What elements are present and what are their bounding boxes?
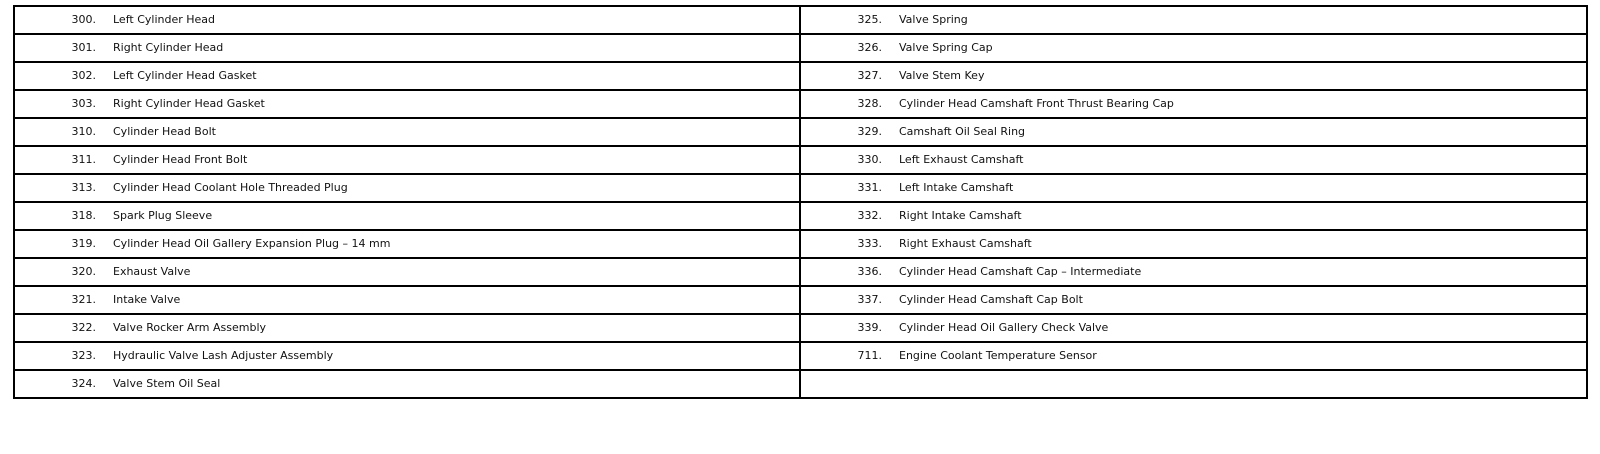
legend-cell-left <box>14 230 800 258</box>
table-row <box>14 342 1587 370</box>
part-label: Right Intake Camshaft <box>899 209 1022 222</box>
part-label: Cylinder Head Bolt <box>113 125 216 138</box>
part-label: Right Cylinder Head Gasket <box>113 97 265 110</box>
part-number: 300. <box>71 13 96 26</box>
table-row <box>14 174 1587 202</box>
part-label: Right Cylinder Head <box>113 41 224 54</box>
part-number: 325. <box>857 13 882 26</box>
table-row <box>14 314 1587 342</box>
part-number: 339. <box>857 321 882 334</box>
part-number: 332. <box>857 209 882 222</box>
part-label: Cylinder Head Camshaft Front Thrust Bearing Cap <box>899 97 1174 110</box>
legend-cell-left <box>14 174 800 202</box>
part-number: 333. <box>857 237 882 250</box>
parts-legend-table <box>13 5 1588 399</box>
legend-cell-right <box>800 90 1587 118</box>
part-number: 319. <box>71 237 96 250</box>
part-label: Left Intake Camshaft <box>899 181 1014 194</box>
part-label: Valve Spring Cap <box>899 41 993 54</box>
legend-cell-right <box>800 342 1587 370</box>
table-row <box>14 202 1587 230</box>
table-row <box>14 370 1587 398</box>
part-label: Cylinder Head Front Bolt <box>113 153 248 166</box>
legend-cell-left <box>14 286 800 314</box>
part-label: Cylinder Head Coolant Hole Threaded Plug <box>113 181 348 194</box>
part-number: 310. <box>71 125 96 138</box>
part-label: Camshaft Oil Seal Ring <box>899 125 1026 138</box>
legend-cell-right <box>800 370 1587 398</box>
part-label: Valve Stem Key <box>899 69 985 82</box>
part-label: Left Cylinder Head <box>113 13 215 26</box>
legend-cell-left <box>14 146 800 174</box>
table-row <box>14 118 1587 146</box>
part-number: 322. <box>71 321 96 334</box>
legend-cell-left <box>14 370 800 398</box>
part-label: Cylinder Head Oil Gallery Expansion Plug – 14 mm <box>113 237 391 250</box>
part-number: 323. <box>71 349 96 362</box>
table-row <box>14 62 1587 90</box>
legend-cell-right <box>800 118 1587 146</box>
table-row <box>14 34 1587 62</box>
part-number: 320. <box>71 265 96 278</box>
legend-cell-left <box>14 314 800 342</box>
legend-cell-right <box>800 286 1587 314</box>
part-label: Exhaust Valve <box>113 265 191 278</box>
table-row <box>14 6 1587 34</box>
legend-cell-left <box>14 62 800 90</box>
legend-cell-right <box>800 34 1587 62</box>
part-label: Engine Coolant Temperature Sensor <box>899 349 1097 362</box>
legend-cell-right <box>800 230 1587 258</box>
part-label: Valve Rocker Arm Assembly <box>113 321 267 334</box>
part-number: 311. <box>71 153 96 166</box>
table-row <box>14 286 1587 314</box>
part-number: 711. <box>857 349 882 362</box>
part-label: Left Exhaust Camshaft <box>899 153 1024 166</box>
part-number: 331. <box>857 181 882 194</box>
legend-cell-left <box>14 258 800 286</box>
parts-legend-body <box>14 6 1587 398</box>
part-number: 329. <box>857 125 882 138</box>
part-number: 337. <box>857 293 882 306</box>
legend-cell-left <box>14 34 800 62</box>
part-number: 336. <box>857 265 882 278</box>
part-label: Intake Valve <box>113 293 181 306</box>
part-number: 330. <box>857 153 882 166</box>
part-number: 328. <box>857 97 882 110</box>
table-row <box>14 90 1587 118</box>
part-number: 318. <box>71 209 96 222</box>
table-row <box>14 146 1587 174</box>
part-label: Cylinder Head Camshaft Cap Bolt <box>899 293 1083 306</box>
table-row <box>14 230 1587 258</box>
part-number: 324. <box>71 377 96 390</box>
part-label: Left Cylinder Head Gasket <box>113 69 257 82</box>
part-number: 313. <box>71 181 96 194</box>
part-label: Right Exhaust Camshaft <box>899 237 1032 250</box>
legend-cell-right <box>800 146 1587 174</box>
legend-cell-right <box>800 174 1587 202</box>
legend-cell-left <box>14 118 800 146</box>
part-label: Spark Plug Sleeve <box>113 209 213 222</box>
part-number: 302. <box>71 69 96 82</box>
part-number: 301. <box>71 41 96 54</box>
legend-cell-right <box>800 202 1587 230</box>
legend-cell-left <box>14 90 800 118</box>
part-label: Valve Stem Oil Seal <box>113 377 221 390</box>
legend-cell-left <box>14 342 800 370</box>
part-label: Hydraulic Valve Lash Adjuster Assembly <box>113 349 334 362</box>
part-number: 327. <box>857 69 882 82</box>
table-row <box>14 258 1587 286</box>
part-number: 326. <box>857 41 882 54</box>
part-number: 303. <box>71 97 96 110</box>
legend-cell-right <box>800 314 1587 342</box>
part-label: Cylinder Head Oil Gallery Check Valve <box>899 321 1109 334</box>
legend-cell-right <box>800 62 1587 90</box>
legend-cell-right <box>800 6 1587 34</box>
part-label: Valve Spring <box>899 13 968 26</box>
legend-cell-left <box>14 202 800 230</box>
legend-cell-left <box>14 6 800 34</box>
part-label: Cylinder Head Camshaft Cap – Intermediate <box>899 265 1142 278</box>
part-number: 321. <box>71 293 96 306</box>
legend-cell-right <box>800 258 1587 286</box>
